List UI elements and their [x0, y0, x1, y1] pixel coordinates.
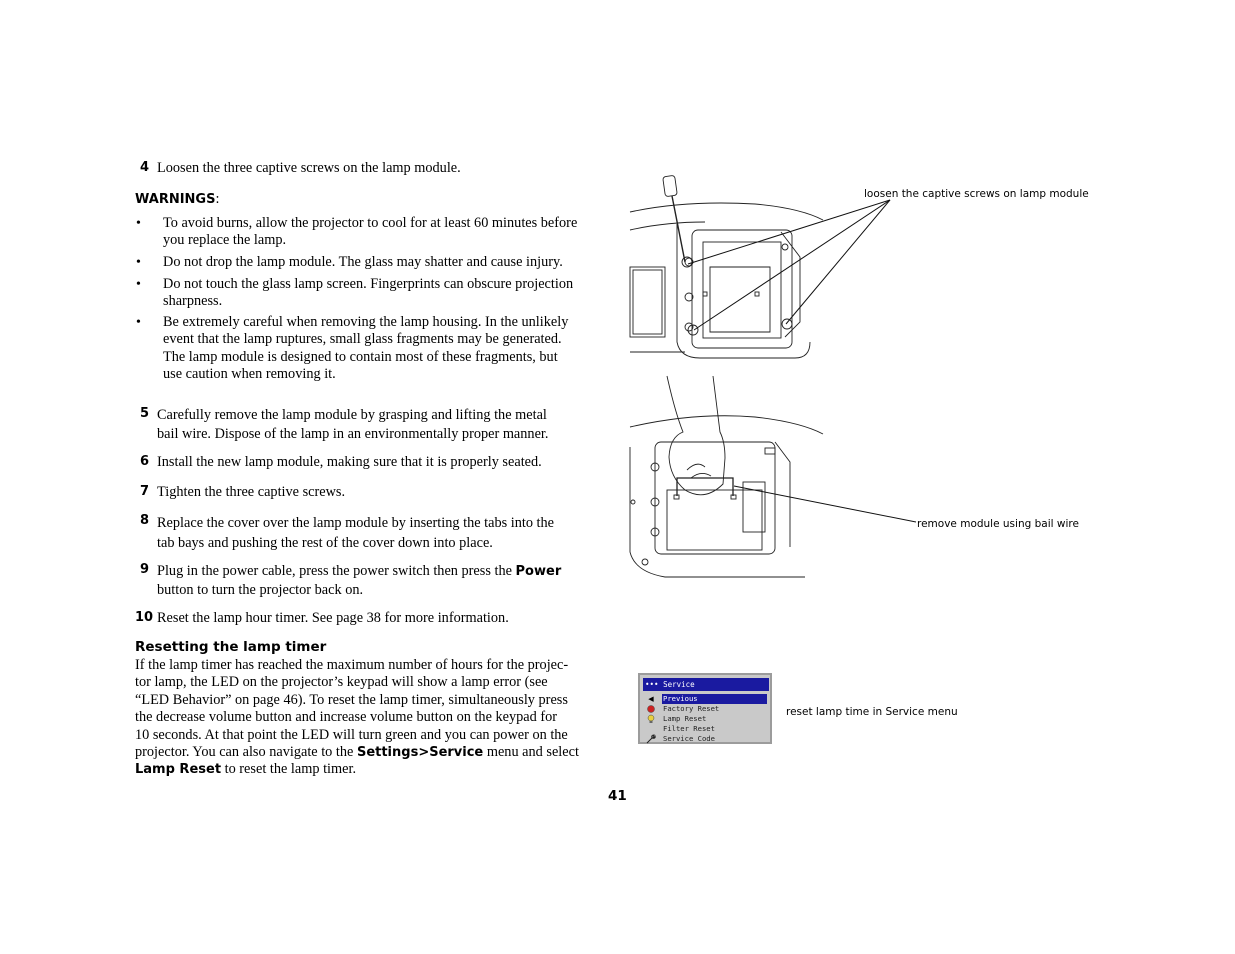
step-number: 7: [140, 484, 150, 499]
bullet-symbol: •: [136, 255, 141, 270]
wrench-icon: [646, 734, 656, 744]
section-body: If the lamp timer has reached the maximum number of hours for the projec- tor lamp, the LED on the projector’s keypad will show a lamp error (see “LED Behavior” on page 46). To reset the lamp timer, simultaneously press the decrease volume button and increase volume button on the keypad for 10 seconds. At that point the LED will turn green and you can power on the projector. You can also navigate to the Settings>Service menu and select Lamp Reset to reset the lamp timer.: [135, 657, 579, 778]
warning-item: Do not drop the lamp module. The glass may shatter and cause injury.: [163, 254, 563, 270]
step-text: Plug in the power cable, press the power switch then press the Power button to turn the projector back on.: [157, 563, 562, 598]
arrow-left-icon: ◀: [648, 695, 654, 703]
warning-item: To avoid burns, allow the projector to cool for at least 60 minutes before you replace the lamp.: [163, 215, 578, 249]
lightbulb-icon: [646, 714, 656, 724]
menu-item-service-code[interactable]: Service Code: [663, 734, 715, 743]
step-number: 6: [140, 454, 150, 469]
section-heading: Resetting the lamp timer: [135, 639, 327, 655]
page-number: 41: [608, 788, 627, 804]
step-text: Tighten the three captive screws.: [157, 484, 346, 500]
red-dot-icon: [646, 704, 656, 714]
service-menu-title: ••• Service: [643, 678, 769, 691]
caption-screws: loosen the captive screws on lamp module: [864, 188, 1089, 200]
bullet-symbol: •: [136, 277, 141, 292]
menu-item-filter-reset[interactable]: Filter Reset: [663, 724, 715, 733]
step-text: Install the new lamp module, making sure that it is properly seated.: [157, 454, 542, 470]
step-text: Reset the lamp hour timer. See page 38 for more information.: [157, 610, 509, 626]
service-menu-screenshot: [638, 673, 772, 744]
caption-bail: remove module using bail wire: [917, 518, 1079, 530]
step-text: Replace the cover over the lamp module by inserting the tabs into the tab bays and pushing the rest of the cover down into place.: [157, 515, 555, 551]
warning-item: Be extremely careful when removing the lamp housing. In the unlikely event that the lamp ruptures, small glass fragments may be generated. The lamp module is designed to contain most of these fragments, but use caution when removing it.: [163, 314, 569, 383]
bullet-symbol: •: [136, 216, 141, 231]
caption-menu: reset lamp time in Service menu: [786, 706, 958, 718]
screws-leader-lines: [680, 196, 900, 346]
step-text: Carefully remove the lamp module by grasping and lifting the metal bail wire. Dispose of the lamp in an environmentally proper manner.: [157, 407, 549, 442]
warnings-heading: WARNINGS:: [135, 191, 220, 207]
bullet-symbol: •: [136, 315, 141, 330]
menu-item-previous[interactable]: Previous: [662, 694, 767, 704]
step-number: 5: [140, 406, 150, 421]
step-number: 4: [140, 160, 150, 175]
menu-item-factory-reset[interactable]: Factory Reset: [663, 704, 720, 713]
step-text: Loosen the three captive screws on the lamp module.: [157, 160, 461, 176]
step-number: 10: [135, 610, 154, 625]
step-number: 9: [140, 562, 150, 577]
menu-item-lamp-reset[interactable]: Lamp Reset: [663, 714, 707, 723]
step-number: 8: [140, 513, 150, 528]
bail-leader-line: [730, 480, 920, 530]
warning-item: Do not touch the glass lamp screen. Fingerprints can obscure projection sharpness.: [163, 276, 574, 310]
